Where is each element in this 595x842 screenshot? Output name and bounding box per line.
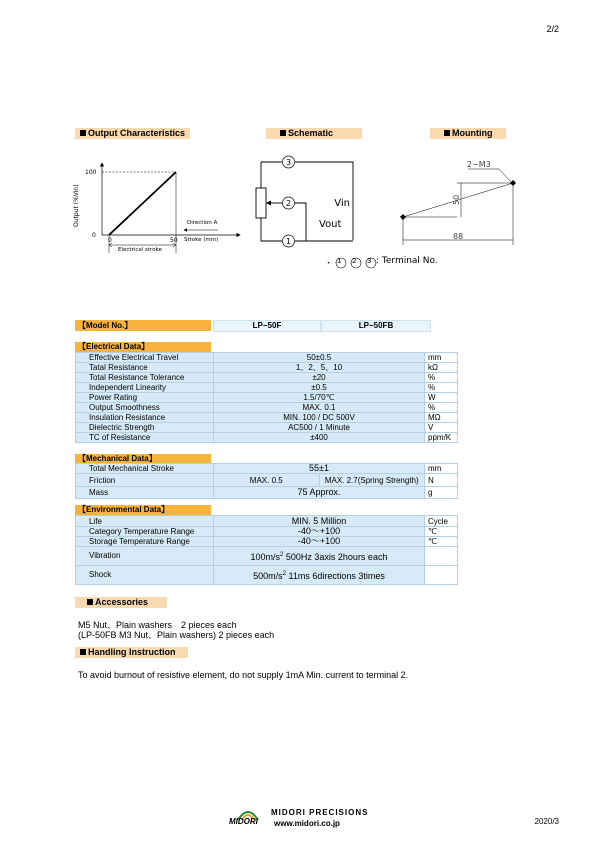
vibration-value: 100m/s xyxy=(250,552,281,562)
output-line xyxy=(109,172,176,235)
environmental-header: 【Environmental Data】 xyxy=(75,505,211,515)
table-row xyxy=(76,383,458,393)
terminal-1-label: 1 xyxy=(285,237,292,246)
row-value: ±0.5 xyxy=(214,383,425,393)
electrical-stroke-label: Electrical stroke xyxy=(118,247,162,253)
x-tick-50: 50 xyxy=(170,237,178,244)
vibration-exponent: 2 xyxy=(280,552,284,558)
output-characteristics-header xyxy=(75,128,190,139)
row-unit: V xyxy=(425,423,458,433)
accessories-header xyxy=(75,597,167,608)
table-row xyxy=(76,566,458,585)
row-value: ±20 xyxy=(214,373,425,383)
output-characteristics-chart xyxy=(70,155,245,260)
row-unit: mm xyxy=(425,464,458,474)
row-label: Vibration xyxy=(76,547,214,566)
height-dim-label: 50 xyxy=(452,194,461,205)
row-value: 1、2、5、10 xyxy=(214,363,425,373)
page-number: 2/2 xyxy=(546,24,559,34)
row-unit: ppm/K xyxy=(425,433,458,443)
row-label: Dielectric Strength xyxy=(76,423,214,433)
row-value: MAX. 0.1 xyxy=(214,403,425,413)
row-value: 75 Approx. xyxy=(214,487,425,499)
terminal-note-circle-2: 2 xyxy=(352,257,357,265)
row-unit xyxy=(425,547,458,566)
square-bullet-icon xyxy=(80,130,86,136)
x-tick-0: 0 xyxy=(108,237,112,244)
row-label: Total Resistance Tolerance xyxy=(76,373,214,383)
shock-detail: 11ms 6directions 3times xyxy=(285,571,385,581)
row-label: Power Rating xyxy=(76,393,214,403)
row-label: Friction xyxy=(76,474,214,487)
y-tick-100: 100 xyxy=(85,169,97,176)
accessories-title: Accessories xyxy=(95,597,149,607)
output-characteristics-title: Output Characteristics xyxy=(88,128,186,138)
row-label: Storage Temperature Range xyxy=(76,537,214,547)
mounting-title: Mounting xyxy=(452,128,493,138)
terminal-note-prefix: ・ xyxy=(324,259,334,269)
accessories-line-2: (LP-50FB M3 Nut、Plain washers) 2 pieces each xyxy=(78,630,275,640)
row-unit: kΩ xyxy=(425,363,458,373)
row-unit: % xyxy=(425,383,458,393)
row-value: 50±0.5 xyxy=(214,353,425,363)
row-unit: % xyxy=(425,403,458,413)
row-unit: g xyxy=(425,487,458,499)
mounting-diagram xyxy=(395,155,525,250)
row-unit: N xyxy=(425,474,458,487)
table-row xyxy=(76,464,458,474)
table-row xyxy=(76,393,458,403)
terminal-note-circle-3: 3 xyxy=(367,257,372,265)
table-row xyxy=(76,516,458,527)
screw-label: 2−M3 xyxy=(467,160,491,169)
model-header: 【Model No.】 xyxy=(75,320,211,331)
row-unit: Cycle xyxy=(425,516,458,527)
row-value: MIN. 5 Million xyxy=(214,516,425,527)
row-value xyxy=(214,547,425,566)
y-tick-0: 0 xyxy=(92,232,96,239)
terminal-note-circle-1: 1 xyxy=(337,257,342,265)
row-label: Shock xyxy=(76,566,214,585)
row-label: Output Smoothness xyxy=(76,403,214,413)
model-col-2: LP−50FB xyxy=(321,320,431,332)
row-value: ±400 xyxy=(214,433,425,443)
table-row xyxy=(76,363,458,373)
friction-value-b: MAX. 2.7(Spring Strength) xyxy=(319,474,425,487)
row-value: 1.5/70℃ xyxy=(214,393,425,403)
footer-logo xyxy=(228,806,268,828)
footer-date: 2020/3 xyxy=(534,817,559,826)
friction-value-a: MAX. 0.5 xyxy=(214,474,320,487)
row-unit: mm xyxy=(425,353,458,363)
handling-title: Handling Instruction xyxy=(88,647,176,657)
table-row xyxy=(76,423,458,433)
row-label: Effective Electrical Travel xyxy=(76,353,214,363)
table-row xyxy=(76,487,458,499)
terminal-3-label: 3 xyxy=(285,158,292,167)
terminal-2-label: 2 xyxy=(285,199,292,208)
table-row xyxy=(76,353,458,363)
mechanical-header: 【Mechanical Data】 xyxy=(75,454,211,464)
row-label: Insulation Resistance xyxy=(76,413,214,423)
table-row xyxy=(76,474,458,487)
environmental-table xyxy=(75,515,458,585)
y-axis-label: Output (%Vin) xyxy=(73,184,80,227)
stroke-label: Stroke (mm) xyxy=(184,237,219,243)
schematic-header xyxy=(266,128,362,139)
accessories-line-1: M5 Nut、Plain washers 2 pieces each xyxy=(78,620,237,630)
row-label: Tatal Resistance xyxy=(76,363,214,373)
table-row xyxy=(76,403,458,413)
terminal-note-text: : Terminal No. xyxy=(376,256,438,266)
row-label: Category Temperature Range xyxy=(76,527,214,537)
electrical-header: 【Electrical Data】 xyxy=(75,342,211,352)
width-dim-label: 88 xyxy=(453,232,464,241)
wiper-arrow-icon xyxy=(266,201,271,206)
model-row xyxy=(75,320,430,331)
table-row xyxy=(76,537,458,547)
row-unit: ℃ xyxy=(425,537,458,547)
square-bullet-icon xyxy=(80,649,86,655)
row-value xyxy=(214,566,425,585)
row-value: 55±1 xyxy=(214,464,425,474)
handling-header xyxy=(75,647,188,658)
direction-label: Direction A xyxy=(187,220,218,226)
row-unit: ℃ xyxy=(425,527,458,537)
footer-url: www.midori.co.jp xyxy=(274,819,340,828)
square-bullet-icon xyxy=(444,130,450,136)
table-row xyxy=(76,547,458,566)
row-unit: % xyxy=(425,373,458,383)
row-unit: MΩ xyxy=(425,413,458,423)
mechanical-table xyxy=(75,463,458,499)
row-label: Independent Linearity xyxy=(76,383,214,393)
row-unit xyxy=(425,566,458,585)
table-row xyxy=(76,373,458,383)
shock-exponent: 2 xyxy=(282,571,286,577)
square-bullet-icon xyxy=(87,599,93,605)
row-value: AC500 / 1 Minute xyxy=(214,423,425,433)
row-label: Mass xyxy=(76,487,214,499)
vibration-detail: 500Hz 3axis 2hours each xyxy=(283,552,388,562)
handling-text: To avoid burnout of resistive element, do not supply 1mA Min. current to terminal 2. xyxy=(78,670,409,680)
row-label: Total Mechanical Stroke xyxy=(76,464,214,474)
mounting-header xyxy=(430,128,506,139)
vin-label: Vin xyxy=(334,198,350,209)
electrical-table xyxy=(75,352,458,443)
logo-text: MIDORI xyxy=(229,817,258,826)
row-value: MIN. 100 / DC 500V xyxy=(214,413,425,423)
shock-value: 500m/s xyxy=(253,571,283,581)
row-label: TC of Resistance xyxy=(76,433,214,443)
table-row xyxy=(76,433,458,443)
schematic-title: Schematic xyxy=(288,128,334,138)
row-value: -40〜+100 xyxy=(214,537,425,547)
square-bullet-icon xyxy=(280,130,286,136)
table-row xyxy=(76,527,458,537)
footer-company: MIDORI PRECISIONS xyxy=(271,808,369,817)
row-unit: W xyxy=(425,393,458,403)
row-label: Life xyxy=(76,516,214,527)
row-value: -40〜+100 xyxy=(214,527,425,537)
table-row xyxy=(76,413,458,423)
model-col-1: LP−50F xyxy=(213,320,321,332)
vout-label: Vout xyxy=(319,219,342,230)
